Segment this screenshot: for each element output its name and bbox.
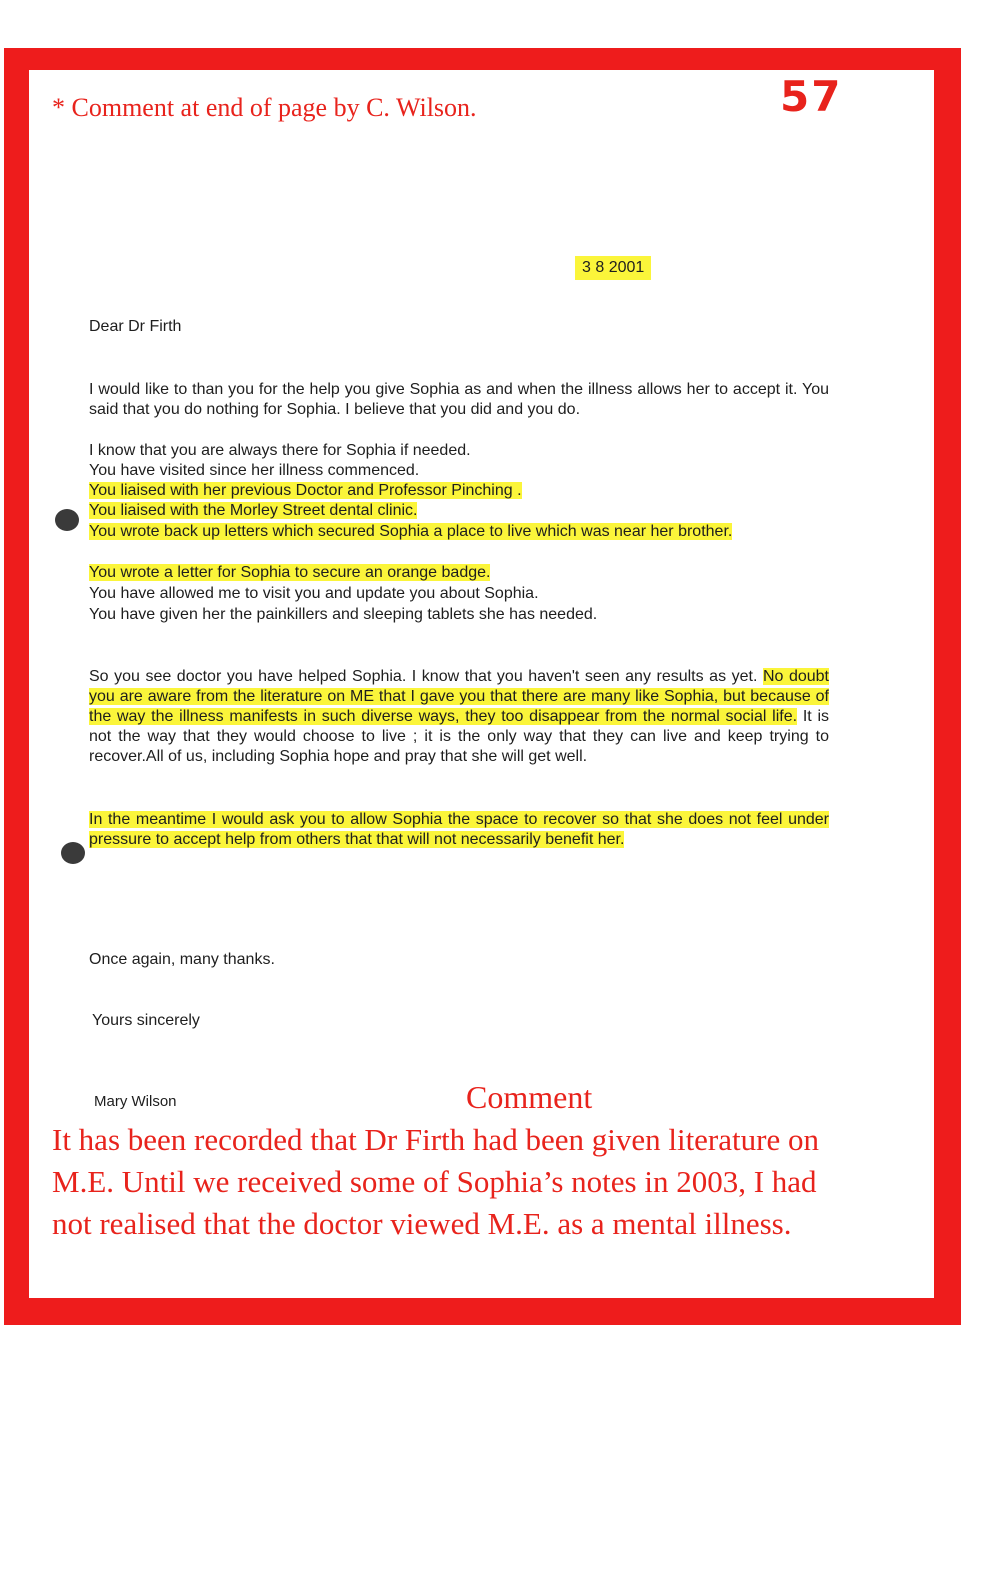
salutation: Dear Dr Firth <box>89 318 182 335</box>
list-item: You wrote a letter for Sophia to secure an orange badge. <box>89 564 491 581</box>
list-item: You liaised with her previous Doctor and Professor Pinching . <box>89 482 522 499</box>
list-item: You have visited since her illness commenced. <box>89 462 420 479</box>
comment-line: M.E. Until we received some of Sophia’s notes in 2003, I had <box>52 1164 817 1199</box>
letter-date: 3 8 2001 <box>575 256 651 280</box>
closing-sincerely: Yours sincerely <box>92 1012 200 1029</box>
signature-name: Mary Wilson <box>94 1093 177 1110</box>
list-item: You wrote back up letters which secured Sophia a place to live which was near her brother. <box>89 523 733 540</box>
page-number: 57 <box>780 72 843 121</box>
comment-heading: Comment <box>466 1079 593 1115</box>
header-note: * Comment at end of page by C. Wilson. <box>52 93 477 122</box>
closing-thanks: Once again, many thanks. <box>89 951 275 968</box>
list-item: I know that you are always there for Sophia if needed. <box>89 442 471 459</box>
margin-dot <box>55 509 79 531</box>
list-item: You have allowed me to visit you and update you about Sophia. <box>89 585 539 602</box>
paragraph-1: I would like to than you for the help you give Sophia as and when the illness allows her to accept it. You said that you do nothing for Sophia. I believe that you did and you do. <box>89 381 829 418</box>
margin-dot <box>61 842 85 864</box>
comment-line: not realised that the doctor viewed M.E. as a mental illness. <box>52 1206 792 1241</box>
list-item: You have given her the painkillers and sleeping tablets she has needed. <box>89 606 598 623</box>
paragraph-3: So you see doctor you have helped Sophia. I know that you haven't seen any results as yet. No doubt you are aware from the literature on ME that I gave you that there are many like Sophia, but because of the way the illness manifests in such diverse ways, they too disappear from the normal social life. It is not the way that they would choose to live ; it is the only way that they can live and keep trying to recover.All of us, including Sophia hope and pray that she will get well. <box>89 668 830 765</box>
paragraph-4: In the meantime I would ask you to allow Sophia the space to recover so that she does not feel under pressure to accept help from others that that will not necessarily benefit her. <box>89 811 829 848</box>
comment-line: It has been recorded that Dr Firth had been given literature on <box>52 1122 819 1157</box>
list-item: You liaised with the Morley Street dental clinic. <box>89 502 418 519</box>
